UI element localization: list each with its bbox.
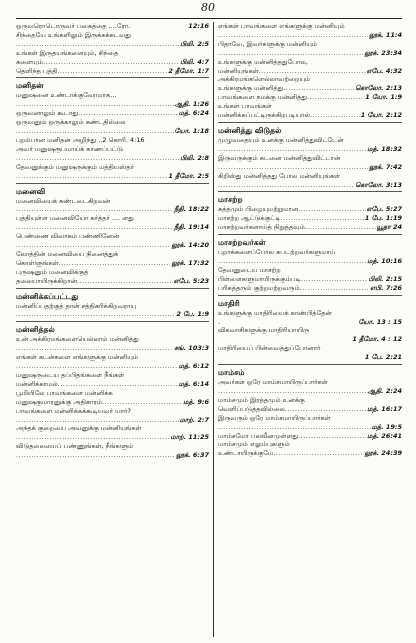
right-column	[218, 22, 402, 639]
header-rule	[16, 18, 402, 19]
verse-reference: லூக். 23:34	[364, 48, 402, 57]
leader-dots	[59, 259, 171, 268]
verse-text: தெளிந்த புத்தி	[16, 66, 58, 75]
verse-text: ஒருவனாலும் கூடாது	[16, 109, 79, 118]
section-separator	[218, 122, 402, 123]
section-heading: மன்னித்து விடுதல்	[218, 125, 282, 135]
leader-dots	[298, 205, 365, 214]
leader-dots	[298, 432, 366, 441]
verse-line	[16, 154, 209, 163]
leader-dots	[16, 344, 173, 353]
section-heading: மன்னிக்கப்பட்டது	[16, 291, 79, 301]
verse-text: களையும்	[16, 57, 43, 66]
column-divider	[213, 22, 214, 637]
leader-dots	[218, 31, 368, 40]
verse-text: ஒருவரொடொருவர் பகைத்தை ....ரோ.	[16, 22, 131, 30]
verse-reference: மத். 18:32	[367, 144, 402, 153]
verse-text: கொள்ளுங்கள்	[16, 258, 59, 267]
verse-line: மாதிரியைப் பின்வைத்துப்போனார்	[218, 344, 321, 353]
verse-line: இருவருக்கும் கடனை மன்னித்துவிட்டான்	[218, 153, 341, 162]
verse-reference: மத். 6:12	[178, 362, 209, 371]
verse-line: மனுஷனை உண்டாக்குவோமாக...	[16, 91, 117, 100]
section-heading: மாம்சம்	[218, 368, 245, 378]
verse-line	[218, 432, 402, 441]
verse-reference: கொலோ. 3:13	[355, 180, 402, 189]
verse-line: லோத்தின் மனைவியை நினைத்துக்	[16, 249, 119, 258]
leader-dots	[300, 284, 369, 293]
verse-reference: 1 தீமோ. 4 : 12	[352, 335, 402, 344]
leader-dots	[58, 380, 178, 389]
verse-line: மாம்சமும் இரத்தமும் உனக்கு	[218, 395, 305, 404]
section-heading: மாதிரி	[218, 298, 240, 308]
leader-dots	[43, 58, 179, 67]
verse-line	[16, 380, 209, 389]
verse-line	[16, 40, 209, 49]
verse-reference: லூக். 11:4	[368, 30, 402, 39]
verse-line: பெண்ணை விவாகம் பண்ணினேன்	[16, 232, 120, 241]
verse-line	[218, 49, 402, 58]
verse-reference: எபே. 5:27	[366, 205, 402, 214]
verse-line: ஒருவனும் ஒருக்காலும் கண்டதில்லை	[16, 118, 126, 127]
verse-line: இருவரும் ஒரே மாம்சமாயிருப்பார்கள்	[218, 413, 331, 422]
verse-line	[16, 109, 209, 118]
verse-line: அவர் மனுஷரூபமாய்க் காணப்பட்டு	[16, 144, 123, 153]
section-heading: மாசற்றவர்கள்	[218, 238, 266, 248]
leader-dots	[259, 67, 366, 76]
verse-line: தேவனுடைய மாசற்ற	[218, 265, 281, 274]
verse-line: மாம்சமும் எலும்புகளும்	[218, 440, 290, 449]
verse-text: சுத்தமும் பிழையுமற்றுமான	[218, 205, 299, 214]
verse-text: உங்களுக்கு மன்னித்து	[218, 84, 284, 93]
section-separator	[16, 321, 209, 322]
verse-reference: 1 பே. 2:21	[364, 353, 402, 362]
verse-reference: எபே. 5:23	[173, 276, 209, 285]
section-separator	[218, 234, 402, 235]
section-separator	[218, 364, 402, 365]
section-separator	[16, 183, 209, 184]
verse-reference: கொலோ. 2:13	[355, 84, 402, 93]
section-heading: மன்னித்தல்	[16, 325, 55, 335]
verse-line	[218, 387, 402, 396]
verse-line	[16, 205, 209, 214]
verse-text: .	[218, 317, 221, 326]
verse-line	[16, 362, 209, 371]
verse-text: பாவங்களை நமக்கு மன்னித்து	[218, 93, 307, 102]
verse-line: எங்கள் கடன்களை எங்களுக்கு மன்னியும்	[16, 353, 139, 362]
verse-text: மன்னிக்காமல்	[16, 379, 58, 388]
verse-reference: எபே. 4:32	[366, 66, 402, 75]
verse-line: எங்கள் பாவங்களை எங்களுக்கு மன்னியும்	[218, 22, 345, 30]
verse-reference: மத். 10:16	[367, 257, 402, 266]
leader-dots	[281, 214, 364, 223]
verse-reference: யோ. 1:18	[174, 127, 209, 136]
verse-text: உண்டாயிருக்குமே	[218, 449, 274, 458]
verse-line	[218, 93, 402, 102]
verse-line	[218, 284, 402, 293]
verse-line	[218, 163, 402, 172]
verse-line	[16, 310, 209, 319]
verse-reference: 12:16	[188, 22, 209, 30]
verse-line	[218, 318, 402, 327]
leader-dots	[16, 100, 174, 109]
verse-reference: 1 யோ. 1:9	[365, 93, 402, 102]
leader-dots	[218, 423, 371, 432]
leader-dots	[57, 67, 167, 76]
verse-line: பாவங்களை மன்னிக்கக்கூடியவர் யார்?	[16, 406, 131, 415]
leader-dots	[77, 277, 173, 286]
verse-line: பிதாவே, இவர்களுக்கு மன்னியும்	[218, 39, 318, 48]
verse-reference: பிலி. 2:5	[180, 39, 209, 48]
verse-text: மாசற்ற ஆட்டுக்குட்டி	[218, 214, 281, 223]
leader-dots	[218, 49, 363, 58]
verse-line: தேவனுக்கும் மனுஷருக்கும் மத்தியஸ்தர்	[16, 162, 135, 171]
section-separator	[218, 295, 402, 296]
verse-line	[16, 451, 209, 460]
leader-dots	[78, 109, 178, 118]
section-separator	[16, 288, 209, 289]
verse-reference: பிலி. 2:8	[180, 153, 209, 162]
verse-line	[16, 241, 209, 250]
leader-dots	[301, 275, 368, 284]
verse-text: தலையாயிருக்கிறான்	[16, 276, 78, 285]
verse-text: மாசற்றவர்களாய்த் நிறுத்தவும்	[218, 223, 305, 232]
verse-line: சிந்தையே உங்களிலும் இருக்கக்கடவது	[16, 30, 131, 39]
leader-dots	[102, 398, 182, 407]
verse-line: முழுவதையும் உனக்கு மன்னித்துவிட்டேன்	[218, 135, 344, 144]
verse-text: மனுஷகுமாரனுக்கு அதிகாரம்	[16, 397, 102, 406]
verse-reference: 1 யோ. 2:12	[360, 111, 402, 120]
verse-line: உங்கள் இருதயங்களையும், சிந்தை	[16, 48, 119, 57]
leader-dots	[218, 181, 354, 190]
verse-reference: மத். 9:6	[183, 397, 209, 406]
verse-line: கிறிஸ்து மன்னித்தது போல மன்னியுங்கள்	[218, 171, 340, 180]
leader-dots	[305, 223, 376, 232]
leader-dots	[16, 127, 174, 136]
verse-line	[16, 100, 209, 109]
leader-dots	[16, 433, 170, 442]
verse-text: மன்னியுங்கள்	[218, 66, 259, 75]
leader-dots	[218, 387, 367, 396]
verse-line	[218, 405, 402, 414]
verse-line	[218, 449, 402, 458]
verse-reference: நீதி. 18:22	[174, 205, 209, 214]
verse-reference: சங். 103:3	[174, 344, 209, 353]
leader-dots	[273, 449, 363, 458]
verse-line	[16, 172, 209, 181]
verse-line: புறம்பான மனிதன் அழிந்து ..2 கொரி. 4:16	[16, 135, 145, 144]
verse-line	[218, 111, 402, 120]
verse-line: விடுதலையைப் பண்ணுங்கள், நீங்களும்	[16, 442, 134, 451]
verse-line	[16, 22, 209, 31]
verse-line	[218, 181, 402, 190]
verse-line	[218, 275, 402, 284]
verse-line: உன் அக்கிரமங்களையெல்லாம் மன்னித்து	[16, 335, 139, 344]
leader-dots	[218, 163, 368, 172]
section-separator	[16, 77, 209, 78]
verse-reference: லூக். 17:32	[171, 258, 209, 267]
verse-reference: மத். 26:41	[367, 431, 402, 440]
verse-reference: மத். 16:17	[367, 404, 402, 413]
verse-line	[218, 205, 402, 214]
section-separator	[218, 191, 402, 192]
leader-dots	[283, 84, 354, 93]
section-heading: மனைவி	[16, 186, 46, 196]
verse-reference: பிலி. 2:15	[368, 274, 402, 283]
verse-reference: லூக். 14:20	[171, 241, 209, 250]
verse-reference: பிலி. 4:7	[180, 57, 209, 66]
verse-line	[16, 223, 209, 232]
verse-line	[16, 344, 209, 353]
verse-line	[16, 277, 209, 286]
verse-reference: லூக். 7:42	[368, 162, 402, 171]
verse-line	[16, 127, 209, 136]
verse-reference: மத். 19:5	[371, 422, 402, 431]
verse-line	[218, 423, 402, 432]
leader-dots	[16, 362, 178, 371]
leader-dots	[16, 310, 175, 319]
section-heading: மனிதன்	[16, 81, 44, 91]
verse-reference: 1 பே. 1:19	[364, 214, 402, 223]
verse-reference: யோ. 13 : 15	[358, 317, 402, 326]
leader-dots	[16, 40, 179, 49]
verse-reference: யூதா 24	[376, 223, 402, 232]
verse-reference: ஆதி. 2:24	[367, 387, 402, 395]
verse-line	[218, 223, 402, 232]
verse-line	[218, 31, 402, 40]
verse-line	[218, 84, 402, 93]
verse-line: பூமியிலே பாவங்களை மன்னிக்க	[16, 388, 113, 397]
verse-line	[218, 67, 402, 76]
verse-line	[218, 214, 402, 223]
leader-dots	[16, 205, 173, 214]
verse-reference: லூக். 6:37	[175, 451, 209, 460]
verse-line: புருஷனும் மனைவிக்குத்	[16, 267, 89, 276]
verse-line: புத்தியுள்ள மனைவியோ கர்த்தர் .... ளது	[16, 214, 134, 223]
leader-dots	[16, 241, 170, 250]
verse-line: மன்னிப்பதற்குத் தான் சத்திகரிக்கிறவராயு	[16, 301, 137, 310]
verse-line: மனைவியைக் கண்டடைகிறவன்	[16, 196, 111, 205]
verse-text: பரிசுத்தரும் குற்றமற்றவரும்	[218, 283, 300, 292]
verse-line	[218, 145, 402, 154]
verse-line	[218, 335, 402, 344]
leader-dots	[16, 451, 175, 460]
verse-text: வெளிப்படுத்தவில்லை	[218, 404, 285, 413]
verse-reference: லூக். 24:39	[364, 449, 402, 458]
verse-line	[218, 353, 402, 362]
verse-line: புறாக்களைப்போல கபடற்றவர்களுமாய்	[218, 248, 336, 257]
verse-line: அந்தக் குறையை அவனுக்கு மன்னியுங்கள்	[16, 424, 142, 433]
verse-line: அவர்கள் ஒரே மாம்சமாயிருப்பார்கள்	[218, 378, 328, 387]
page-number: 80	[201, 1, 215, 14]
leader-dots	[16, 172, 167, 181]
verse-text: மாம்சமோ பலவீனமுள்ளது	[218, 431, 299, 440]
leader-dots	[307, 93, 364, 102]
verse-line	[16, 416, 209, 425]
leader-dots	[218, 145, 366, 154]
leader-dots	[16, 223, 173, 232]
verse-reference: 1 தீமோ. 2:5	[168, 171, 209, 180]
verse-reference: நீதி. 19:14	[174, 223, 209, 232]
verse-reference: மாற். 11:25	[170, 433, 209, 442]
verse-line	[16, 259, 209, 268]
verse-reference: எபி. 7:26	[370, 283, 402, 292]
left-column	[16, 22, 209, 639]
verse-line: அக்கிரமங்களெல்லாவற்றையும்	[218, 75, 311, 84]
verse-line: உங்களுக்கு மாதிரியைக் காண்பித்தேன்	[218, 308, 332, 317]
leader-dots	[16, 154, 179, 163]
verse-reference: மத். 6:24	[178, 109, 209, 118]
leader-dots	[285, 405, 366, 414]
verse-line	[218, 257, 402, 266]
verse-reference: 2 தீமோ. 1:7	[168, 66, 209, 75]
verse-reference: ஆதி. 1:26	[174, 100, 209, 109]
verse-text: மன்னிக்கப்பட்டிருக்கிறபடியால்	[218, 111, 310, 120]
verse-line: உங்கள் பாவங்கள்	[218, 102, 272, 111]
verse-line	[16, 58, 209, 67]
verse-line: மனுஷருடைய தப்பிதங்களை நீங்கள்	[16, 371, 125, 379]
verse-reference: மத். 6:14	[178, 379, 209, 388]
leader-dots	[16, 416, 179, 425]
leader-dots	[218, 257, 366, 266]
verse-reference: மாற். 2:7	[179, 415, 209, 424]
leader-dots	[310, 111, 360, 120]
verse-line	[16, 398, 209, 407]
verse-line: உங்களுக்கு மன்னித்ததுபோல,	[218, 57, 308, 66]
verse-line: விசுவாசிகளுக்கு மாதிரியாயிரு	[218, 326, 310, 335]
verse-reference: 2 பே. 1:9	[176, 310, 209, 319]
verse-line	[16, 433, 209, 442]
section-heading: மாசற்ற	[218, 195, 243, 205]
verse-text: பிள்ளைகளுமாயிருக்கும்படி	[218, 274, 301, 283]
verse-line	[16, 67, 209, 76]
